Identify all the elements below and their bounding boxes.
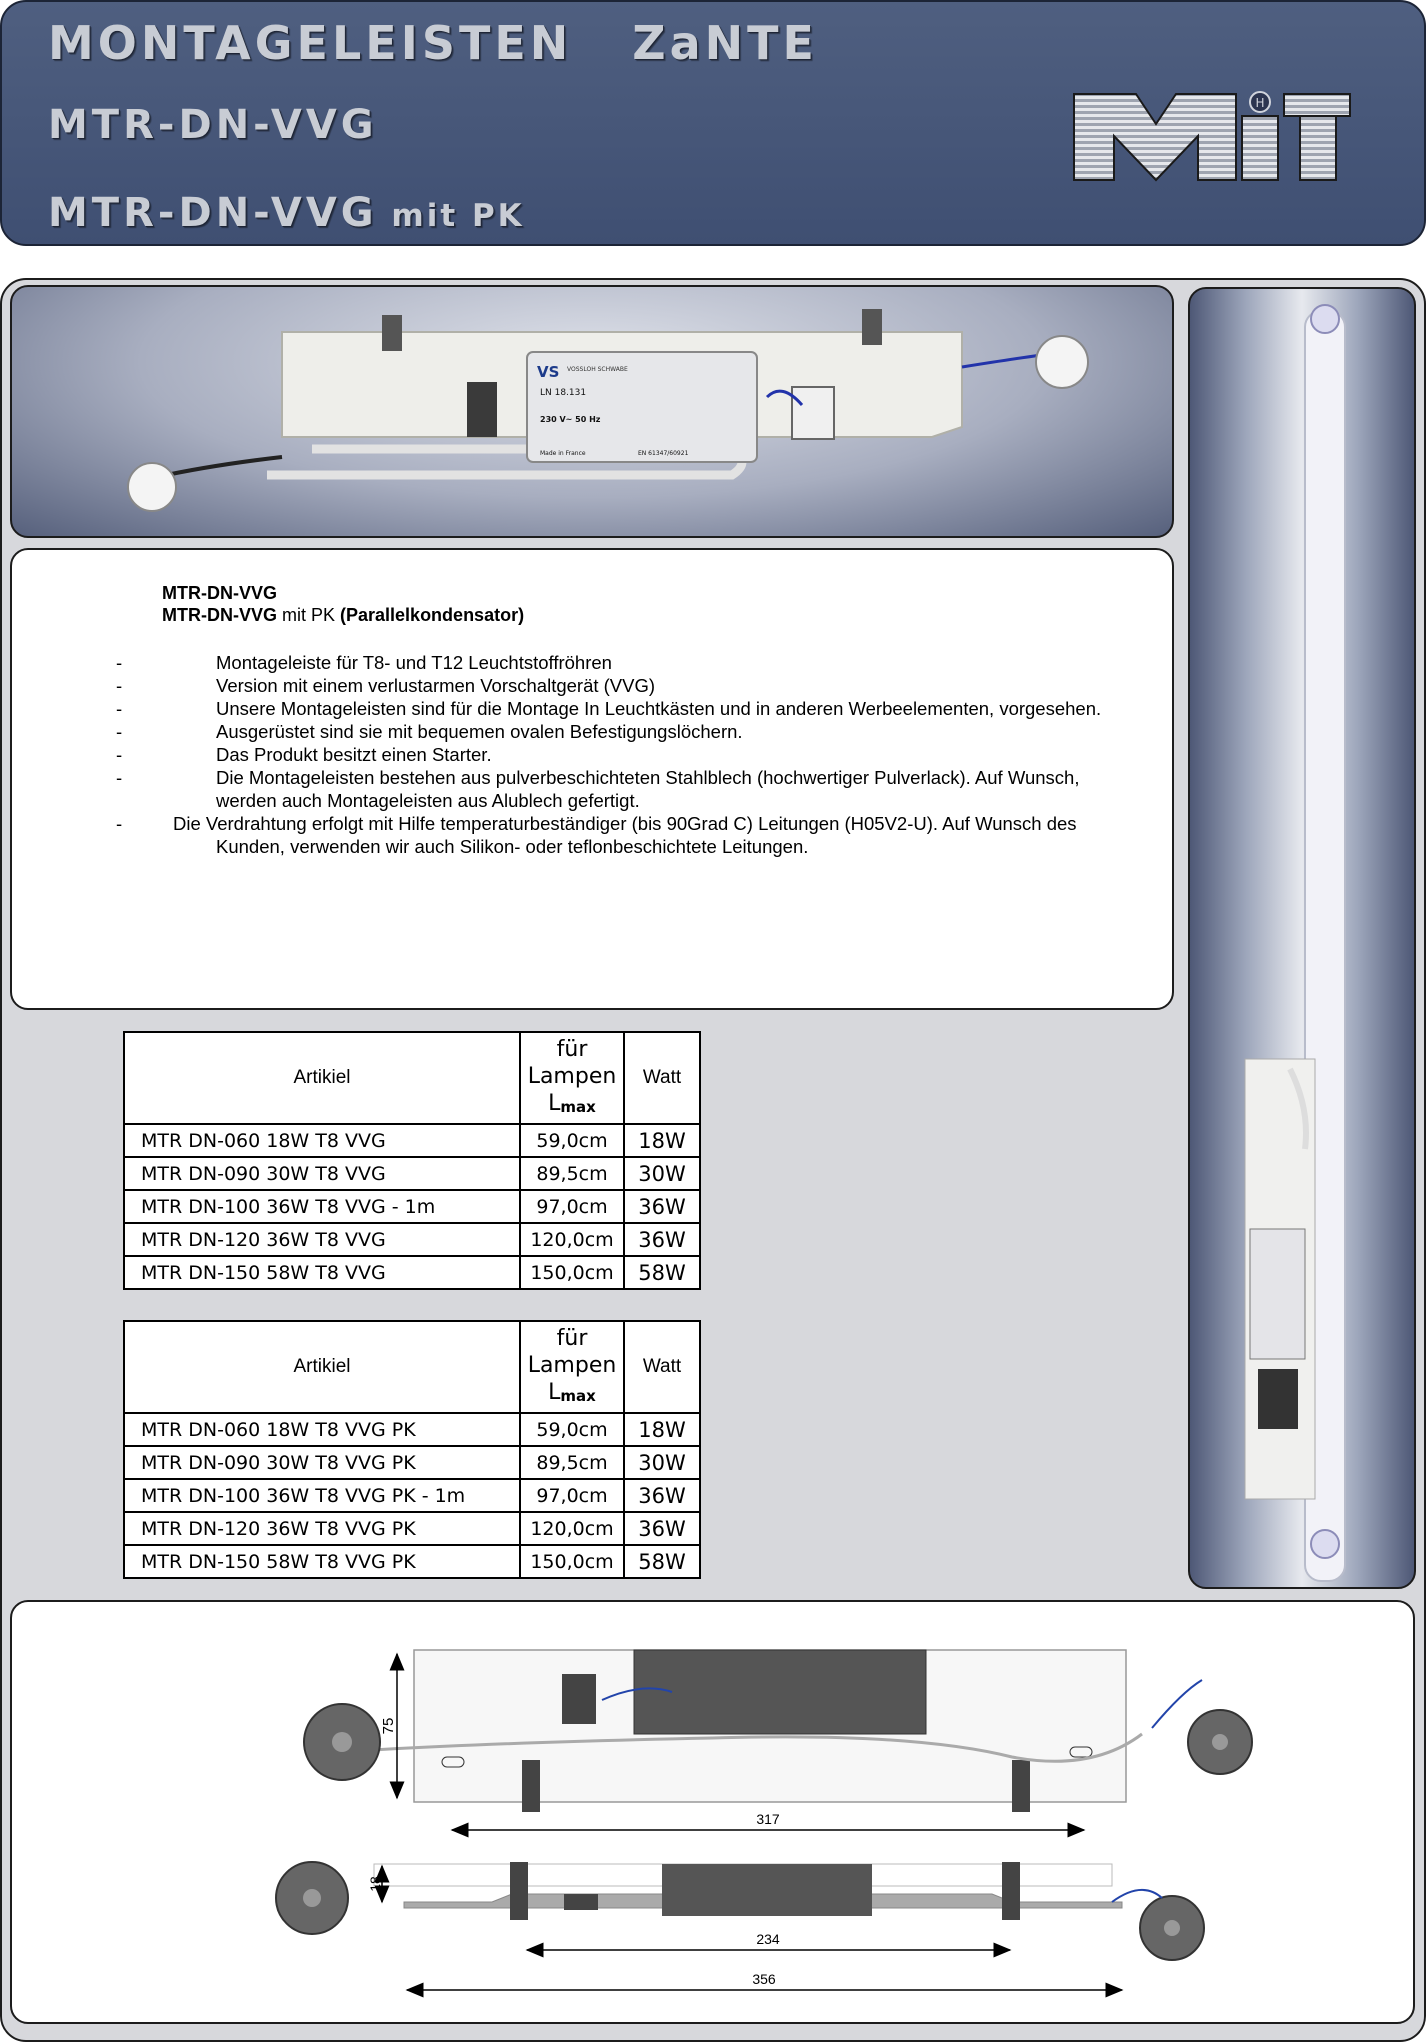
product-photo-lamp [1188,287,1416,1589]
feature-item: - Das Produkt besitzt einen Starter. [116,744,492,765]
dimension-drawing [12,1602,1413,2022]
feature-item: - Unsere Montageleisten sind für die Montage In Leuchtkästen und in anderen Werbeelementen, vorgesehen. [116,698,1102,719]
table-row: MTR DN-150 58W T8 VVG 150,0cm 58W [124,1256,700,1289]
technical-drawing [10,1600,1415,2024]
ballast-made: Made in France [540,450,586,457]
header-model: MTR-DN-VVG [48,102,378,148]
mounting-rail-illustration [12,287,1172,536]
dim-inner-side: 234 [756,1931,780,1947]
feature-item: - Die Montageleisten bestehen aus pulverbeschichteten Stahlblech (hochwertiger Pulverlack). Auf Wunsch, werden auch Montageleisten aus Alublech gefertigt. [116,767,1080,811]
col-watt: Watt [624,1032,700,1124]
col-lampen: für Lampen $L_{max}$ [520,1321,624,1413]
product-photo-top [10,285,1174,538]
ballast-maker: VOSSLOH SCHWABE [567,366,628,373]
feature-item: - Die Verdrahtung erfolgt mit Hilfe temperaturbeständiger (bis 90Grad C) Leitungen (H05V2-U). Auf Wunsch des Kunden, verwenden wir auch Silikon- oder teflonbeschichtete Leitungen. [116,813,1077,857]
feature-list [116,651,1116,858]
table-row: MTR DN-090 30W T8 VVG PK 89,5cm 30W [124,1446,700,1479]
dim-height-top: 75 [380,1717,397,1735]
ballast-voltage: 230 V~ 50 Hz [540,415,601,424]
table-row: MTR DN-120 36W T8 VVG 120,0cm 36W [124,1223,700,1256]
ballast-model: LN 18.131 [540,388,587,398]
feature-item: - Ausgerüstet sind sie mit bequemen ovalen Befestigungslöchern. [116,721,743,742]
feature-item: - Montageleiste für T8- und T12 Leuchtstoffröhren [116,652,612,673]
header-model-pk: MTR-DN-VVG mit PK [48,190,525,236]
description-subtitle: MTR-DN-VVG mit PK (Parallelkondensator) [162,605,525,625]
description-title: MTR-DN-VVG [162,583,277,603]
table-row: MTR DN-060 18W T8 VVG 59,0cm 18W [124,1124,700,1157]
dim-height-side: 18 [367,1876,383,1892]
col-artikel: Artikiel [124,1032,520,1124]
product-table-vvg [123,1031,701,1290]
svg-text:H: H [1255,96,1265,110]
table-row: MTR DN-090 30W T8 VVG 89,5cm 30W [124,1157,700,1190]
header-title: MONTAGELEISTEN ZaNTE [48,16,818,70]
table-row: MTR DN-100 36W T8 VVG PK - 1m 97,0cm 36W [124,1479,700,1512]
table-row: MTR DN-120 36W T8 VVG PK 120,0cm 36W [124,1512,700,1545]
dim-total-side: 356 [752,1971,776,1987]
mit-logo [1072,90,1352,184]
ballast-norm: EN 61347/60921 [638,450,689,457]
table-row: MTR DN-150 58W T8 VVG PK 150,0cm 58W [124,1545,700,1578]
col-artikel: Artikiel [124,1321,520,1413]
header-banner [0,0,1426,246]
col-watt: Watt [624,1321,700,1413]
description-box [10,548,1174,1010]
table-row: MTR DN-060 18W T8 VVG PK 59,0cm 18W [124,1413,700,1446]
fluorescent-lamp-illustration [1190,289,1414,1587]
product-table-vvg-pk [123,1320,701,1579]
col-lampen: für Lampen $L_{max}$ [520,1032,624,1124]
dim-width-top: 317 [756,1811,780,1827]
ballast-brand: VS [537,363,560,381]
feature-item: - Version mit einem verlustarmen Vorschaltgerät (VVG) [116,675,656,696]
table-row: MTR DN-100 36W T8 VVG - 1m 97,0cm 36W [124,1190,700,1223]
